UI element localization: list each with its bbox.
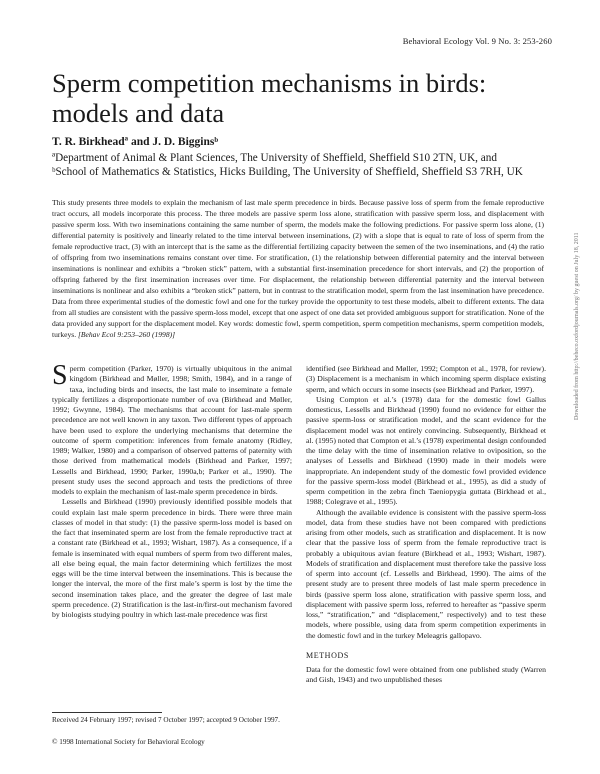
abstract-reference: [Behav Ecol 9:253–260 (1998)] (78, 330, 176, 339)
title-line-2: models and data (52, 98, 225, 128)
paragraph: Data for the domestic fowl were obtained from one published study (Warren and Gish, 1943) and two unpublished theses (306, 665, 546, 685)
affiliation-1: ªDepartment of Animal & Plant Sciences, The University of Sheffield, Sheffield S10 2TN, UK, and (52, 152, 497, 164)
paragraph-text: perm competition (Parker, 1970) is virtually ubiquitous in the animal kingdom (Birkhead and Møller, 1998; Smith, 1984), and in a range of taxa, including birds and insects, the last male to inseminate a female typically fertilizes a disproportionate number of ova (Birkhead and Møller, 1992; Gwynne, 1984). The mechanisms that account for last-male sperm precedence are not well known in any taxon. Two different types of approach have been used to explore the underlying mechanisms that determine the outcome of sperm competition: inferences from female anatomy (Ridley, 1989; Walker, 1980) and a comparison of observed patterns of paternity with those derived from mathematical models (Birkhead and Parker, 1997; Lessells and Birkhead, 1990; Parker, 1990a,b; Parker et al., 1990). The present study uses the second approach and tests the predictions of three models to explain the mechanism of last-male sperm precedence in birds. (52, 364, 292, 496)
abstract (52, 197, 544, 340)
drop-cap: S (52, 360, 68, 391)
title-line-1: Sperm competition mechanisms in birds: (52, 68, 487, 98)
received-dates: Received 24 February 1997; revised 7 October 1997; accepted 9 October 1997. (52, 716, 280, 724)
body-column-right (306, 364, 546, 686)
affiliation-2: ᵇSchool of Mathematics & Statistics, Hicks Building, The University of Sheffield, Sheffield S3 7RH, UK (52, 166, 523, 178)
paragraph: Lessells and Birkhead (1990) previously identified possible models that could explain last male sperm precedence in birds. There were three main classes of model in that study: (1) the passive sperm-loss model is based on the fact that inseminated sperm are lost from the female reproductive tract at a constant rate (Birkhead et al., 1993; Wishart, 1987). As a consequence, if a female is inseminated with equal numbers of sperm from two different males, all else being equal, the main factor determining which fertilizes the most eggs will be the time interval between the inseminations. This is because the longer the interval, the more of the first male’s sperm is lost by the time the second insemination takes place, and the greater the degree of last male sperm precedence. (2) Stratification is the last-in/first-out mechanism favored by biologists studying poultry in which last-male precedence was first (52, 497, 292, 619)
article-title (52, 68, 572, 128)
section-heading-methods: METHODS (306, 650, 349, 660)
abstract-text: This study presents three models to explain the mechanism of last male sperm precedence in birds. Because passive loss of sperm from the female reproductive tract occurs, all models incorporate this process. The three models are passive sperm loss alone, stratification with passive sperm loss, and displacement with passive sperm loss. With two inseminations containing the same number of sperm, the models make the following predictions. For passive sperm loss alone, (1) differential paternity is positively and linearly related to the time interval between inseminations, (2) with a slope that is equal to rate of loss of sperm from the female reproductive tract, (3) with an intercept that is the same as the differential fertilizing capacity between the semen of the two inseminations, and (4) the ratio of offspring from two inseminations remains constant over time. For stratification, (1) the relationship between differential paternity and the interval between inseminations is nonlinear and exhibits a “broken stick” pattern, with a substantial first-insemination precedence for short intervals, and (2) the proportion of offspring fathered by the first insemination increases over time. For displacement, the relationship between differential paternity and the interval between inseminations is nonlinear and also exhibits a “broken stick” pattern, but in contrast to the stratification model, sperm from the last insemination have precedence. Data from three experimental studies of the domestic fowl and one for the turkey provide the opportunity to test these models, albeit to different extents. The data from all studies are consistent with the passive sperm-loss model, except that one aspect of one data set provided ambiguous support for stratification. None of the data provided any support for the displacement model. Key words: domestic fowl, sperm competition, sperm competition mechanisms, sperm competition models, turkeys. (52, 198, 544, 339)
paragraph (52, 360, 292, 497)
paragraph: Using Compton et al.’s (1978) data for the domestic fowl Gallus domesticus, Lessells and Birkhead (1990) found no evidence for either the passive sperm-loss or stratification model, and the scant evidence for the displacement model was not entirely convincing. Subsequently, Birkhead et al. (1995) noted that Compton et al.’s (1978) experimental design confounded the time delay with the time of insemination relative to oviposition, so the analyses of Lessells and Birkhead (1990) made in their models were inappropriate. An independent study of the domestic fowl provided evidence for the passive sperm-loss model (Birkhead et al., 1995), as did a study of sperm competition in the zebra finch Taeniopygia guttata (Birkhead et al., 1988; Colegrave et al., 1995). (306, 394, 546, 507)
body-column-left (52, 360, 292, 620)
footnote-divider (52, 712, 162, 713)
authors: T. R. Birkheadª and J. D. Bigginsᵇ (52, 136, 219, 148)
copyright-notice: © 1998 International Society for Behavioral Ecology (52, 738, 205, 746)
journal-header: Behavioral Ecology Vol. 9 No. 3: 253-260 (402, 36, 552, 46)
paragraph: identified (see Birkhead and Møller, 1992; Compton et al., 1978, for review). (3) Displacement is a mechanism in which incoming sperm displace existing sperm, and which occurs in some insects (see Birkhead and Parker, 1997). (306, 364, 546, 394)
paragraph: Although the available evidence is consistent with the passive sperm-loss model, data from these studies have not been compared with predictions arising from other models, such as stratification and displacement. It is now clear that the passive loss of sperm from the female reproductive tract is probably a ubiquitous avian feature (Birkhead et al., 1993; Wishart, 1987). Models of stratification and displacement must therefore take the passive loss of sperm into account (cf. Lessells and Birkhead, 1990). The aims of the present study are to present three models of last male sperm precedence in birds (passive sperm loss alone, stratification with passive sperm loss, and displacement with passive sperm loss, referred to hereafter as “passive sperm loss,” “stratification,” and “displacement,” respectively) and to test these models, where possible, using data from sperm competition experiments in the domestic fowl and in the turkey Meleagris gallopavo. (306, 507, 546, 640)
download-watermark: Downloaded from http://beheco.oxfordjournals.org/ by guest on July 18, 2011 (574, 232, 580, 420)
